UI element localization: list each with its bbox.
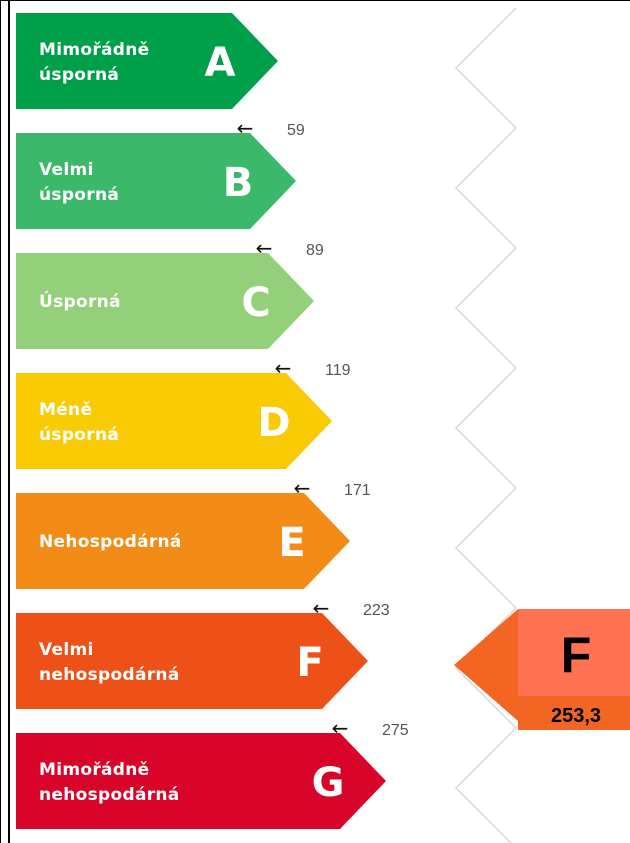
energy-class-name: Mimořádně bbox=[39, 40, 150, 60]
boundary-value: 275 bbox=[382, 722, 409, 739]
boundary-value: 223 bbox=[363, 602, 390, 619]
energy-class-name: úsporná bbox=[39, 425, 120, 445]
energy-class-letter: G bbox=[311, 760, 345, 806]
energy-class-name: Nehospodárná bbox=[39, 532, 182, 552]
energy-class-bar bbox=[16, 133, 296, 229]
top-border-line bbox=[0, 0, 630, 1]
class-boundary-marker bbox=[332, 716, 409, 740]
energy-class-f bbox=[16, 613, 368, 709]
energy-class-b bbox=[16, 133, 296, 229]
energy-class-name: nehospodárná bbox=[39, 785, 180, 805]
left-inner-border-line bbox=[8, 0, 10, 843]
rating-class-letter: F bbox=[560, 627, 592, 683]
energy-class-bar bbox=[16, 13, 278, 109]
class-boundary-marker bbox=[237, 116, 305, 140]
rating-indicator-arrow bbox=[454, 609, 518, 721]
energy-class-name: Méně bbox=[39, 400, 93, 420]
boundary-value: 119 bbox=[325, 362, 351, 379]
boundary-arrow-icon: ← bbox=[255, 236, 273, 260]
class-boundary-marker bbox=[256, 236, 324, 260]
class-boundary-marker bbox=[294, 476, 371, 500]
class-boundary-marker bbox=[275, 356, 351, 380]
energy-class-name: Mimořádně bbox=[39, 760, 150, 780]
boundary-value: 89 bbox=[306, 242, 324, 259]
boundary-arrow-icon: ← bbox=[274, 356, 292, 380]
energy-class-letter: E bbox=[278, 520, 306, 566]
energy-class-name: úsporná bbox=[39, 65, 120, 85]
energy-class-letter: B bbox=[222, 160, 254, 206]
boundary-arrow-icon: ← bbox=[312, 596, 330, 620]
energy-class-letter: D bbox=[257, 400, 291, 446]
boundary-value: 59 bbox=[287, 122, 305, 139]
rating-indicator bbox=[454, 609, 630, 730]
energy-class-letter: C bbox=[241, 280, 271, 326]
class-boundary-marker bbox=[313, 596, 390, 620]
energy-class-a bbox=[16, 13, 278, 109]
boundary-arrow-icon: ← bbox=[293, 476, 311, 500]
energy-class-letter: A bbox=[204, 40, 236, 86]
class-bars bbox=[16, 13, 386, 829]
energy-class-name: úsporná bbox=[39, 185, 120, 205]
energy-class-name: Velmi bbox=[39, 640, 94, 660]
zigzag-separator bbox=[456, 8, 516, 843]
energy-class-g bbox=[16, 733, 386, 829]
energy-class-c bbox=[16, 253, 314, 349]
left-border-line bbox=[0, 0, 1, 843]
energy-class-name: Velmi bbox=[39, 160, 94, 180]
boundary-arrow-icon: ← bbox=[236, 116, 254, 140]
boundary-arrow-icon: ← bbox=[331, 716, 349, 740]
boundary-value: 171 bbox=[344, 482, 371, 499]
energy-class-name: nehospodárná bbox=[39, 665, 180, 685]
energy-class-letter: F bbox=[296, 640, 324, 686]
energy-class-e bbox=[16, 493, 350, 589]
rating-value: 253,3 bbox=[550, 705, 602, 727]
energy-class-d bbox=[16, 373, 332, 469]
energy-class-name: Úsporná bbox=[39, 292, 121, 312]
